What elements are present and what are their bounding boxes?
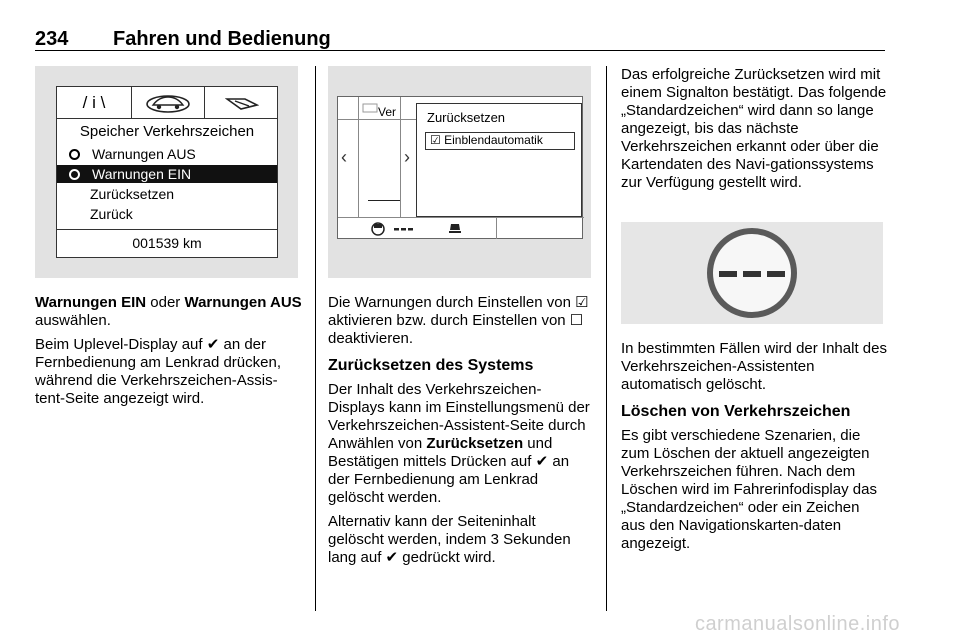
- checkmark-icon: ✔: [206, 336, 220, 353]
- text: Der Inhalt des Verkehrszeichen-Displays kann im Einstellungsmenü der Verkehrszeichen-Assistent-Seite durch Anwählen von: [328, 381, 590, 452]
- page-title: Fahren und Bedienung: [113, 28, 331, 50]
- car-icon: [145, 93, 191, 113]
- display-tab-bar: [57, 87, 277, 119]
- paragraph: [35, 336, 303, 408]
- section-heading: Löschen von Verkehrszeichen: [621, 403, 851, 420]
- dash: [743, 271, 761, 277]
- vehicle-icon: [448, 221, 462, 235]
- radio-icon: [69, 149, 80, 160]
- auto-display-label: Einblendautomatik: [444, 133, 543, 147]
- paragraph: Das erfolgreiche Zurücksetzen wird mit einem Signalton bestätigt. Das folgende „Standardzeichen“ wird dann so lange angezeigt, bis das nächste Verkehrszeichen erkannt oder über die Kartendaten des Navi-gationssystems zur Verfügung gestellt wird.: [621, 66, 887, 191]
- bold-term: Warnungen EIN: [35, 294, 147, 311]
- sign-tab-icon: [225, 95, 259, 111]
- info-tab-glyph: / i \: [82, 92, 106, 112]
- left-arrow-icon: ‹: [341, 147, 347, 167]
- info-tab-icon: [57, 87, 131, 118]
- paragraph: Es gibt verschiedene Szenarien, die zum Löschen der aktuell angezeigten Verkehrszeichen führen. Nach dem Löschen wird im Fahrerinfodisplay das „Standardzeichen“ oder ein Zeichen aus den Navigationskarten-daten angezeigt.: [621, 427, 877, 552]
- text: und Bestätigen mittels Drücken auf: [328, 435, 553, 470]
- reset-menu-panel: [416, 103, 582, 217]
- grid-line: [338, 119, 416, 120]
- paragraph: [328, 513, 594, 567]
- paragraph: [328, 381, 594, 507]
- text: oder: [146, 294, 185, 311]
- page-header: [35, 28, 885, 52]
- checkmark-icon: ✔: [535, 453, 549, 470]
- section-heading: Zurücksetzen des Systems: [328, 357, 534, 374]
- text: an der Fernbedienung am Lenkrad gelöscht werden.: [328, 453, 570, 506]
- menu-item-reset: [57, 185, 277, 203]
- checkbox-checked-icon: ☑: [430, 133, 441, 147]
- text: auswählen.: [35, 312, 111, 329]
- checkmark-icon: ✔: [385, 549, 399, 566]
- auto-display-option: [425, 132, 575, 150]
- tab-label: Ver: [378, 105, 397, 119]
- standard-sign-icon: [707, 228, 797, 318]
- odometer-readout: 001539 km: [57, 229, 277, 257]
- menu-item-label: Zurück: [90, 206, 133, 222]
- display-menu-title: Speicher Verkehrszeichen: [79, 123, 255, 140]
- menu-item-warnings-off: [57, 145, 277, 163]
- grid-line: [338, 217, 584, 218]
- traffic-sign-tab-icon: [205, 87, 279, 118]
- right-arrow-icon: ›: [404, 147, 410, 167]
- column-2-text: [328, 294, 594, 573]
- menu-item-label: Zurücksetzen: [90, 186, 175, 202]
- text: Beim Uplevel-Display auf: [35, 336, 207, 353]
- bold-term: Zurücksetzen: [426, 435, 524, 452]
- watermark: carmanualsonline.info: [694, 613, 900, 635]
- paragraph: In bestimmten Fällen wird der Inhalt des Verkehrszeichen-Assistenten automatisch gelöscht.: [621, 340, 887, 393]
- text: gedrückt wird.: [398, 549, 496, 566]
- uplevel-display-figure: [56, 86, 278, 258]
- column-3-top-text: [621, 66, 887, 198]
- dash: [767, 271, 785, 277]
- reset-menu-title: Zurücksetzen: [427, 110, 506, 125]
- grid-line: [496, 217, 497, 239]
- tab-icon: [362, 103, 378, 113]
- radio-icon: [69, 169, 80, 180]
- column-3-bottom-text: [621, 340, 887, 559]
- grid-line: [368, 200, 400, 201]
- paragraph: Die Warnungen durch Einstellen von ☑ aktivieren bzw. durch Einstellen von ☐ deaktivieren.: [328, 294, 589, 347]
- dash: [719, 271, 737, 277]
- menu-item-label: Warnungen EIN: [92, 166, 192, 182]
- menu-item-warnings-on: [57, 165, 277, 183]
- car-tab-icon: [131, 87, 205, 118]
- menu-item-back: [57, 205, 277, 223]
- page-number: 234: [35, 28, 69, 50]
- bold-term: Warnungen AUS: [184, 294, 302, 311]
- midlevel-display-figure: [337, 96, 583, 239]
- grid-line: [358, 97, 359, 217]
- header-rule: [35, 50, 885, 51]
- sign-status-icon: [370, 221, 430, 237]
- standard-sign-figure: [621, 222, 883, 324]
- column-1-text: [35, 294, 303, 414]
- column-divider-1: [315, 66, 316, 611]
- grid-line: [400, 97, 401, 217]
- text: an der Fernbedienung am Lenkrad drücken, während die Verkehrszeichen-Assis-tent-Seite angezeigt wird.: [35, 336, 281, 407]
- column-divider-2: [606, 66, 607, 611]
- menu-item-label: Warnungen AUS: [92, 146, 196, 162]
- text: Alternativ kann der Seiteninhalt gelöscht werden, indem 3 Sekunden lang auf: [328, 513, 571, 566]
- paragraph: [35, 294, 303, 330]
